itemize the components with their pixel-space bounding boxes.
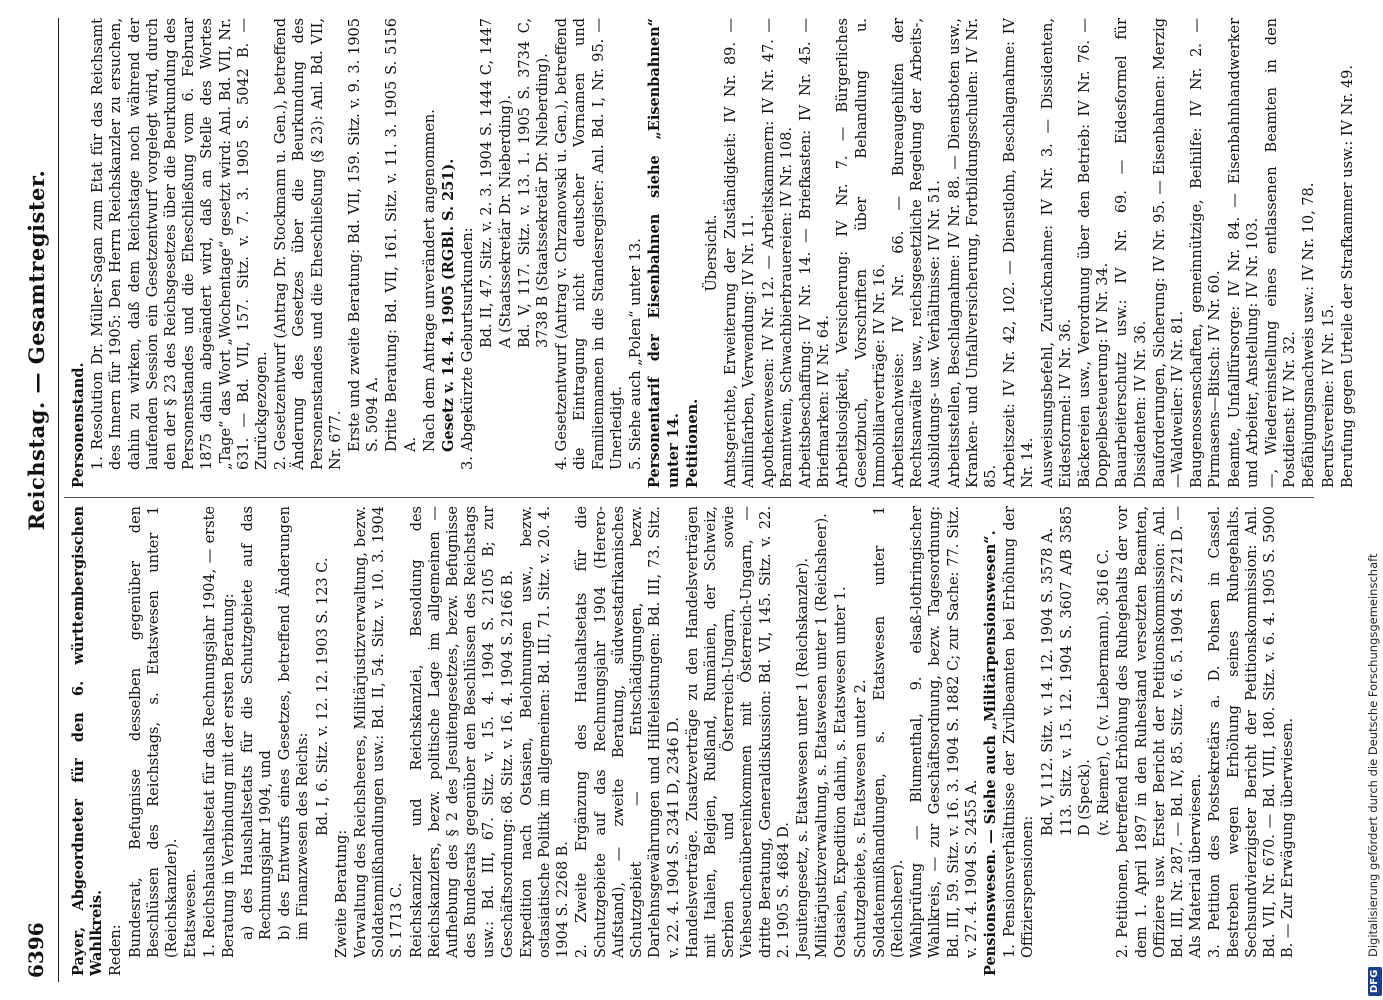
index-entry: 113. Sitz. v. 15. 12. 1904 S. 3607 A/B 3585 D (Speck). xyxy=(1058,506,1093,836)
index-entry: (v. Riemer), C (v. Liebermann). 3616 C. xyxy=(1096,549,1113,836)
index-entry: —, Wiedereinstellung eines entlassenen Beamten in den Postdienst: IV Nr. 32. xyxy=(1264,18,1299,488)
index-entry: Berufung gegen Urteile der Strafkammer usw.: IV Nr. 49. xyxy=(1339,65,1356,488)
index-entry: Bauarbeiterschutz usw.: IV Nr. 69. — Eidesformel für Dissidenten: IV Nr. 36. xyxy=(1114,18,1149,488)
index-entry: Arbeitszeit: IV Nr. 42, 102. — Dienstlohn, Beschlagnahme: IV Nr. 14. xyxy=(1002,18,1037,488)
running-header: Reichstag. — Gesamtregister. xyxy=(24,169,49,531)
index-entry: 4. Gesetzentwurf (Antrag v. Chrzanowski u. Gen.), betreffend die Eintragung nicht deutscher Vornamen und Familiennamen in die Standesregister: Anl. Bd. I, Nr. 95. — Unerledigt. xyxy=(554,18,625,470)
index-entry: 3. Petition des Postsekretärs a. D. Pohsen in Cassel. Bestreben wegen Erhöhung seines Ruhegehalts. Sechsundvierzigster Bericht der Petitionskommission: Anl. Bd. VII, Nr. 670. — Bd. VIII, 180. Sitz. v. 6. 4. 1905 S. 5900 B. — Zur Erwägung überwiesen. xyxy=(1207,506,1297,958)
index-entry: Schutzgebiete, s. Etatswesen unter 2. xyxy=(852,679,869,958)
index-entry: a) des Haushaltsetats für die Schutzgebiete auf das Rechnungsjahr 1904, und xyxy=(239,506,275,940)
index-entry: 1. Resolution Dr. Müller-Sagan zum Etat für das Reichsamt des Innern für 1905: Den Herrn Reichskanzler zu ersuchen, dahin zu wirken, daß dem Reichstage noch während der laufenden Session ein Gesetzentwurf vorgelegt wird, durch den der § 23 des Reichsgesetzes über die Beurkundung des Personenstandes und die Eheschließung vom 6. Februar 1875 dahin abgeändert wird, daß an Stelle des Wortes „Tage“ das Wort „Wochentage“ gesetzt wird: Anl. Bd. VII, Nr. 631. — Bd. VII, 157. Sitz. v. 7. 3. 1905 S. 5042 B. — Zurückgezogen. xyxy=(90,18,271,470)
index-entry: 3. Abgekürzte Geburtsurkunden: xyxy=(460,227,477,470)
index-entry: 2. Petitionen, betreffend Erhöhung des Ruhegehalts der vor dem 1. April 1897 in den Ruhestand versetzten Beamten, Offiziere usw. Erster Bericht der Petitionskommission: Anl. Bd. III, Nr. 287. — Bd. IV, 85. Sitz. v. 6. 5. 1904 S. 2721 D. — Als Material überwiesen. xyxy=(1115,506,1205,958)
index-entry: Zweite Beratung: xyxy=(333,829,350,958)
index-entry: Berufsvereine: IV Nr. 15. xyxy=(1320,304,1337,488)
index-entry: Baugenossenschaften, gemeinnützige, Beihilfe: IV Nr. 2. — Pirmasens—Bitsch: IV Nr. 60. xyxy=(1189,18,1224,488)
index-entry: Expedition nach Ostasien, Belohnungen usw., bezw. ostasiatische Politik im allgemeinen: Bd. III, 71. Sitz. v. 20. 4. 1904 S. 2268 B. xyxy=(518,506,572,958)
index-entry: Arbeitsstellen, Beschlagnahme: IV Nr. 88. — Dienstboten usw., Kranken- und Unfallversicherung, Fortbildungsschulen: IV Nr. 85. xyxy=(946,18,999,488)
index-entry: Bd. V, 117. Sitz. v. 13. 1. 1905 S. 3734 C, 3738 B (Staatssekretär Dr. Nieberding). xyxy=(516,18,552,348)
index-entry: Amtsgerichte, Erweiterung der Zuständigkeit: IV Nr. 89. — Anilinfarben, Verwendung: IV Nr. 11. xyxy=(723,18,758,488)
index-entry: 2. Zweite Ergänzung des Haushaltsetats für die Schutzgebiete auf das Rechnungsjahr 1904 (Herero-Aufstand), — zweite Beratung, südwestafrikanisches Schutzgebiet — Entschädigungen, bezw. Darlehnsgewährungen und Hilfeleistungen: Bd. III, 73. Sitz. v. 22. 4. 1904 S. 2341 D, 2346 D. xyxy=(574,506,682,958)
index-entry: Reichskanzler und Reichskanzlei, Besoldung des Reichskanzlers, bezw. politische Lage im allgemeinen — Aufhebung des § 2 des Jesuitengesetzes, bezw. Befugnisse des Bundesrats gegenüber den Beschlüssen des Reichstags usw.: Bd. III, 67. Sitz. v. 15. 4. 1904 S. 2105 B; zur Geschäftsordnung: 68. Sitz. v. 16. 4. 1904 S. 2166 B. xyxy=(408,506,516,958)
digitization-note-text: Digitalisierung gefördert durch die Deutsche Forschungsgemeinschaft xyxy=(1366,553,1380,957)
index-entry: Bd. V, 112. Sitz. v. 14. 12. 1904 S. 3578 A. xyxy=(1039,527,1056,836)
index-entry: Ostasien, Expedition dahin, s. Etatswesen unter 1. xyxy=(833,586,850,958)
index-entry: Etatswesen. xyxy=(183,868,200,958)
index-heading: Pensionswesen. — Siehe auch „Militärpensionswesen“. xyxy=(981,530,999,976)
index-entry: Beamte, Unfallfürsorge: IV Nr. 84. — Eisenbahnhandwerker und Arbeiter, Anstellung: IV Nr. 103. xyxy=(1226,18,1261,488)
index-entry: Handelsverträge. Zusatzverträge zu den Handelsverträgen mit Italien, Belgien, Rußland, Rumänien, der Schweiz, Serbien und Österreich-Ungarn, sowie Viehseuchenübereinkommen mit Österreich-Ungarn, — dritte Beratung, Generaldiskussion: Bd. VI, 145. Sitz. v. 22. 2. 1905 S. 4684 D. xyxy=(684,506,792,958)
index-entry: 1. Pensionsverhältnisse der Zivilbeamten bei Erhöhung der Offizierspensionen: xyxy=(1002,506,1037,958)
index-entry: Nach dem Antrage unverändert angenommen. xyxy=(421,109,438,452)
index-heading: Payer, Abgeordneter für den 6. württembergischen Wahlkreis. xyxy=(70,506,106,976)
page-number: 6396 xyxy=(24,922,48,978)
index-entry: b) des Entwurfs eines Gesetzes, betreffend Änderungen im Finanzwesen des Reichs: xyxy=(277,506,312,940)
dfg-logo: DFG xyxy=(1368,967,1382,996)
index-entry: Bäckereien usw., Verordnung über den Betrieb: IV Nr. 76. — Doppelbesteuerung: IV Nr. 34. xyxy=(1076,18,1112,488)
index-entry: Bd. II, 47. Sitz. v. 2. 3. 1904 S. 1444 C, 1447 A (Staatssekretär Dr. Nieberding). xyxy=(479,18,514,348)
index-entry: Bauforderungen, Sicherung: IV Nr. 95. — Eisenbahnen: Merzig—Waldweiler: IV Nr. 81. xyxy=(1151,18,1186,488)
index-heading: Petitionen. xyxy=(683,398,701,488)
digitization-note xyxy=(1364,6,1382,996)
index-entry: Soldatenmißhandlungen, s. Etatswesen unter 1 (Reichsheer). xyxy=(871,506,906,958)
index-entry: Arbeitsbeschaffung: IV Nr. 14. — Briefkasten: IV Nr. 45. — Briefmarken: IV Nr. 64. xyxy=(797,18,833,488)
index-entry: Jesuitengesetz, s. Etatswesen unter 1 (Reichskanzler). xyxy=(794,557,811,958)
column-divider xyxy=(64,497,1314,498)
index-entry: Erste und zweite Beratung: Bd. VII, 159. Sitz. v. 9. 3. 1905 S. 5094 A. xyxy=(347,18,382,452)
index-heading: Personentarif der Eisenbahnen siehe „Eisenbahnen“ unter 14. xyxy=(646,18,682,488)
index-entry: Reden: xyxy=(108,924,125,976)
index-entry: Bd. I, 6. Sitz. v. 12. 12. 1903 S. 123 C. xyxy=(314,557,331,836)
index-entry: Bundesrat, Befugnisse desselben gegenüber den Beschlüssen des Reichstags, s. Etatswesen unter 1 (Reichskanzler). xyxy=(127,506,181,958)
index-entry: Arbeitsnachweise: IV Nr. 66. — Bureaugehilfen der Rechtsanwälte usw., reichsgesetzliche Regelung der Arbeits-, Ausbildungs- usw. Verhältnisse: IV Nr. 51. xyxy=(890,18,944,488)
left-column xyxy=(70,506,1300,976)
index-entry: Wahlprüfung — Blumenthal, 9. elsaß-lothringischer Wahlkreis, — zur Geschäftsordnung, bezw. Tagesordnung: Bd. III, 59. Sitz. v. 16. 3. 1904 S. 1882 C; zur Sache: 77. Sitz. v. 27. 4. 1904 S. 2455 A. xyxy=(909,506,980,958)
index-entry: Befähigungsnachweis usw.: IV Nr. 10, 78. xyxy=(1301,182,1318,488)
index-entry: 1. Reichshaushaltsetat für das Rechnungsjahr 1904, — erste Beratung in Verbindung mit der ersten Beratung: xyxy=(202,506,237,958)
index-entry: 5. Siehe auch „Polen“ unter 13. xyxy=(628,238,645,470)
index-heading: Personenstand. xyxy=(70,362,87,488)
index-entry: Apothekenwesen: IV Nr. 12. — Arbeitskammern: IV Nr. 47. — Branntwein, Schwachbierbrauereien: IV Nr. 108. xyxy=(760,18,795,488)
index-entry: Ausweisungsbefehl, Zurücknahme: IV Nr. 3. — Dissidenten, Eidesformel: IV Nr. 36. xyxy=(1039,18,1074,488)
index-entry: Arbeitslosigkeit, Versicherung: IV Nr. 7. — Bürgerliches Gesetzbuch, Vorschriften über Behandlung u. Immobiliarverträge: IV Nr. 16. xyxy=(835,18,888,488)
index-entry: 2. Gesetzentwurf (Antrag Dr. Stockmann u. Gen.), betreffend Änderung des Gesetzes über die Beurkundung des Personenstandes und die Eheschließung (§ 23): Anl. Bd. VII, Nr. 677. xyxy=(273,18,344,470)
index-entry: Militärjustizverwaltung, s. Etatswesen unter 1 (Reichsheer). xyxy=(814,513,831,958)
right-column xyxy=(70,18,1356,488)
index-entry: Übersicht. xyxy=(703,214,720,292)
index-entry: Gesetz v. 14. 4. 1905 (RGBl. S. 251). xyxy=(440,158,458,452)
header-rule xyxy=(58,18,59,982)
index-entry: Dritte Beratung: Bd. VII, 161. Sitz. v. 11. 3. 1905 S. 5156 A. xyxy=(384,18,419,452)
index-entry: Verwaltung des Reichsheeres, Militärjustizverwaltung, bezw. Soldatenmißhandlungen usw.: Bd. II, 54. Sitz. v. 10. 3. 1904 S. 1713 C. xyxy=(353,506,406,958)
